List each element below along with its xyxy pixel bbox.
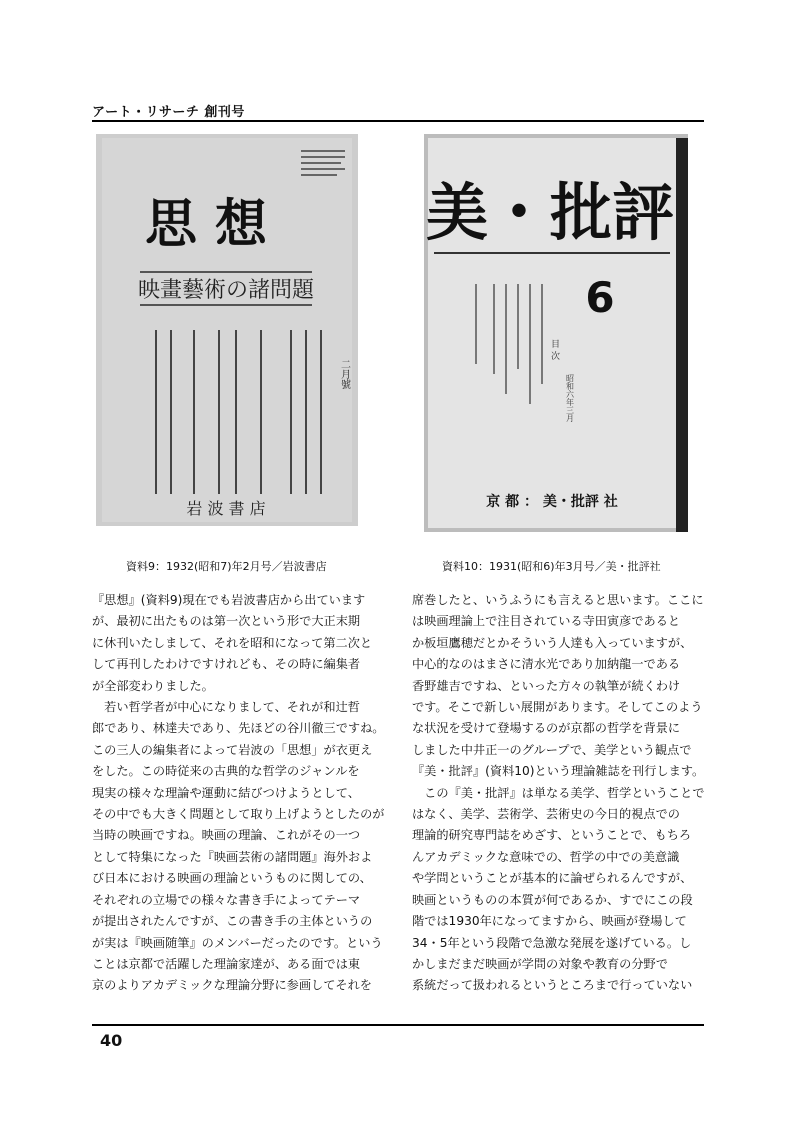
figure-caption-bi-hihyo: 資料10：1931(昭和6)年3月号／美・批評社: [442, 560, 661, 573]
bi-hihyo-cover-number: 6: [585, 273, 615, 322]
body-column-right: [412, 590, 712, 997]
text-line: 香野雄吉ですね、といった方々の執筆が続くわけ: [412, 678, 681, 693]
text-line: をした。この時従来の古典的な哲学のジャンルを: [92, 764, 360, 779]
text-line: 『思想』(資料9)現在でも岩波書店から出ています: [92, 593, 366, 607]
bi-hihyo-cover-title: 美・批評: [425, 176, 675, 249]
figure-bi-hihyo-cover: [424, 134, 688, 532]
body-column-left: [92, 590, 392, 997]
text-line: か板垣鷹穂だとかそういう人達も入っていますが、: [412, 635, 693, 650]
text-line: 中心的なのはまさに清水光であり加納龍一である: [412, 657, 681, 672]
text-line: 京のよりアカデミックな理論分野に参画してそれを: [92, 978, 372, 993]
shiso-cover-publisher: 岩 波 書 店: [186, 499, 266, 518]
text-line: この『美・批評』は単なる美学、哲学ということで: [412, 785, 705, 800]
text-line: 席巻したと、いうふうにも言えると思います。ここに: [412, 593, 704, 607]
text-line: び日本における映画の理論というものに関しての、: [92, 871, 372, 886]
text-line: 現実の様々な理論や運動に結びつけようとして、: [92, 785, 360, 800]
text-line: 階では1930年になってますから、映画が登場して: [412, 914, 687, 929]
text-line: して再刊したわけですけれども、その時に編集者: [92, 657, 361, 672]
publication-title: アート・リサーチ 創刊号: [92, 105, 245, 120]
text-line: この三人の編集者によって岩波の「思想」が衣更え: [92, 742, 373, 757]
text-line: です。そこで新しい展開があります。そしてこのよう: [412, 700, 703, 715]
text-line: 当時の映画ですね。映画の理論、これがその一つ: [92, 828, 361, 843]
text-line: が全部変わりました。: [92, 678, 214, 693]
shiso-cover-title: 思 想: [144, 194, 268, 255]
text-line: 系統だって扱われるというところまで行っていない: [412, 978, 693, 993]
text-line: な状況を受けて登場するのが京都の哲学を背景に: [412, 721, 681, 736]
text-line: んアカデミックな意味での、哲学の中での美意識: [412, 849, 680, 864]
text-line: に休刊いたしまして、それを昭和になって第二次と: [92, 635, 373, 650]
running-header: [92, 101, 704, 123]
text-line: 若い哲学者が中心になりまして、それが和辻哲: [92, 700, 360, 715]
text-line: として特集になった『映画芸術の諸問題』海外およ: [92, 849, 373, 864]
header-rule: [92, 120, 704, 122]
shiso-cover-subtitle: 映畫藝術の諸問題: [137, 278, 315, 303]
bi-hihyo-cover-publisher: 京 都 ： 美・批評 社: [486, 494, 618, 510]
shiso-cover-image: [96, 134, 358, 526]
text-line: それぞれの立場での様々な書き手によってテーマ: [92, 892, 361, 907]
shiso-cover-issue: 二月號: [338, 359, 350, 389]
text-line: しました中井正一のグループで、美学という観点で: [412, 742, 692, 757]
figure-shiso-cover: [96, 134, 358, 526]
text-line: 郎であり、林達夫であり、先ほどの谷川徹三ですね。: [92, 721, 385, 736]
text-line: はなく、美学、芸術学、芸術史の今日的視点での: [412, 807, 680, 822]
page-number: 40: [100, 1031, 123, 1050]
text-line: かしまだまだ映画が学問の対象や教育の分野で: [412, 956, 668, 971]
text-line: その中でも大きく問題として取り上げようとしたのが: [92, 807, 385, 822]
text-line: が提出されたんですが、この書き手の主体というの: [92, 914, 373, 929]
text-line: が、最初に出たものは第一次という形で大正末期: [92, 614, 361, 629]
text-line: ことは京都で活躍した理論家達が、ある面では東: [92, 956, 361, 971]
footer-rule: [92, 1024, 704, 1026]
bi-hihyo-cover-date: 昭和六年三月: [565, 374, 575, 422]
text-line: は映画理論上で注目されている寺田寅彦であると: [412, 614, 681, 629]
text-line: 理論的研究専門誌をめざす、ということで、もちろ: [412, 828, 692, 843]
text-line: 34・5年という段階で急激な発展を遂げている。し: [412, 935, 692, 950]
figure-caption-shiso: 資料9：1932(昭和7)年2月号／岩波書店: [126, 560, 327, 573]
bi-hihyo-cover-image: [424, 134, 688, 532]
bi-hihyo-cover-contents-label: 目 次: [549, 339, 559, 360]
text-line: 『美・批評』(資料10)という理論雑誌を刊行します。: [412, 764, 705, 779]
text-line: や学問ということが基本的に論ぜられるんですが、: [412, 871, 693, 886]
text-line: 映画というものの本質が何であるか、すでにこの段: [412, 892, 693, 907]
text-line: が実は『映画随筆』のメンバーだったのです。という: [92, 935, 383, 950]
